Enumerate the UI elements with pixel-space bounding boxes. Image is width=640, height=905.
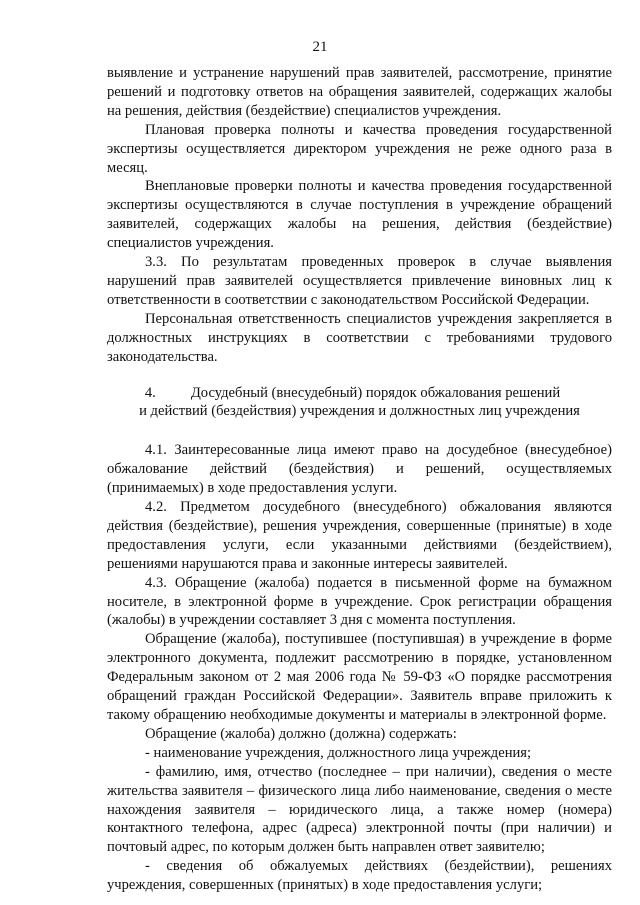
section-heading-line2: и действий (бездействия) учреждения и должностных лиц учреждения [139, 403, 580, 420]
page-number: 21 [312, 39, 328, 55]
paragraph: 4.3. Обращение (жалоба) подается в письменной форме на бумажном носителе, в электронной форме в учреждение. Срок регистрации обращения (жалобы) в учреждении составляет 3 дня с момента поступления. [107, 574, 612, 629]
section-number: 4. [144, 384, 156, 401]
paragraph: Обращение (жалоба), поступившее (поступившая) в учреждение в форме электронного документа, подлежит рассмотрению в порядке, установленном Федеральным законом от 2 мая 2006 года № 59-ФЗ «О порядке рассмотрения обращений граждан Российской Федерации». Заявитель вправе приложить к такому обращению необходимые документы и материалы в электронной форме. [107, 631, 612, 723]
paragraph: 3.3. По результатам проведенных проверок в случае выявления нарушений прав заявителей осуществляется привлечение виновных лиц к ответственности в соответствии с законодательством Российской Федерации. [107, 254, 612, 308]
list-item: - наименование учреждения, должностного лица учреждения; [145, 744, 532, 761]
document-body [107, 64, 612, 895]
list-item: - фамилию, имя, отчество (последнее – при наличии), сведения о месте жительства заявителя – физического лица либо наименование, сведения о месте нахождения заявителя – юридического лица, а также номер (номера) контактного телефона, адрес (адреса) электронной почты (при наличии) и почтовый адрес, по которым должен быть направлен ответ заявителю; [107, 763, 612, 856]
paragraph: Плановая проверка полноты и качества проведения государственной экспертизы осуществляется директором учреждения не реже одного раза в месяц. [107, 121, 612, 176]
list-item: - сведения об обжалуемых действиях (бездействии), решениях учреждения, совершенных (принятых) в ходе предоставления услуги; [107, 858, 612, 894]
paragraph: Персональная ответственность специалистов учреждения закрепляется в должностных инструкциях в соответствии с требованиями трудового законодательства. [107, 310, 612, 365]
section-heading-line1 [107, 384, 612, 403]
section-heading [107, 384, 612, 422]
section-title-part1: Досудебный (внесудебный) порядок обжалования решений [190, 384, 561, 401]
paragraph: Внеплановые проверки полноты и качества проведения государственной экспертизы осуществляются в случае поступления в учреждение обращений заявителей, содержащих жалобы на решения, действия (бездействие) специалистов учреждения. [107, 178, 612, 252]
paragraph: выявление и устранение нарушений прав заявителей, рассмотрение, принятие решений и подготовку ответов на обращения заявителей, содержащих жалобы на решения, действия (бездействие) специалистов учреждения. [107, 65, 612, 119]
paragraph: 4.1. Заинтересованные лица имеют право на досудебное (внесудебное) обжалование действий (бездействия) и решений, осуществляемых (принимаемых) в ходе предоставления услуги. [107, 442, 612, 497]
paragraph: Обращение (жалоба) должно (должна) содержать: [145, 725, 457, 742]
paragraph: 4.2. Предметом досудебного (внесудебного) обжалования являются действия (бездействие), решения учреждения, совершенные (принятые) в ходе предоставления услуги, если указанными действиями (бездействием), решениями нарушаются права и законные интересы заявителей. [107, 499, 612, 572]
